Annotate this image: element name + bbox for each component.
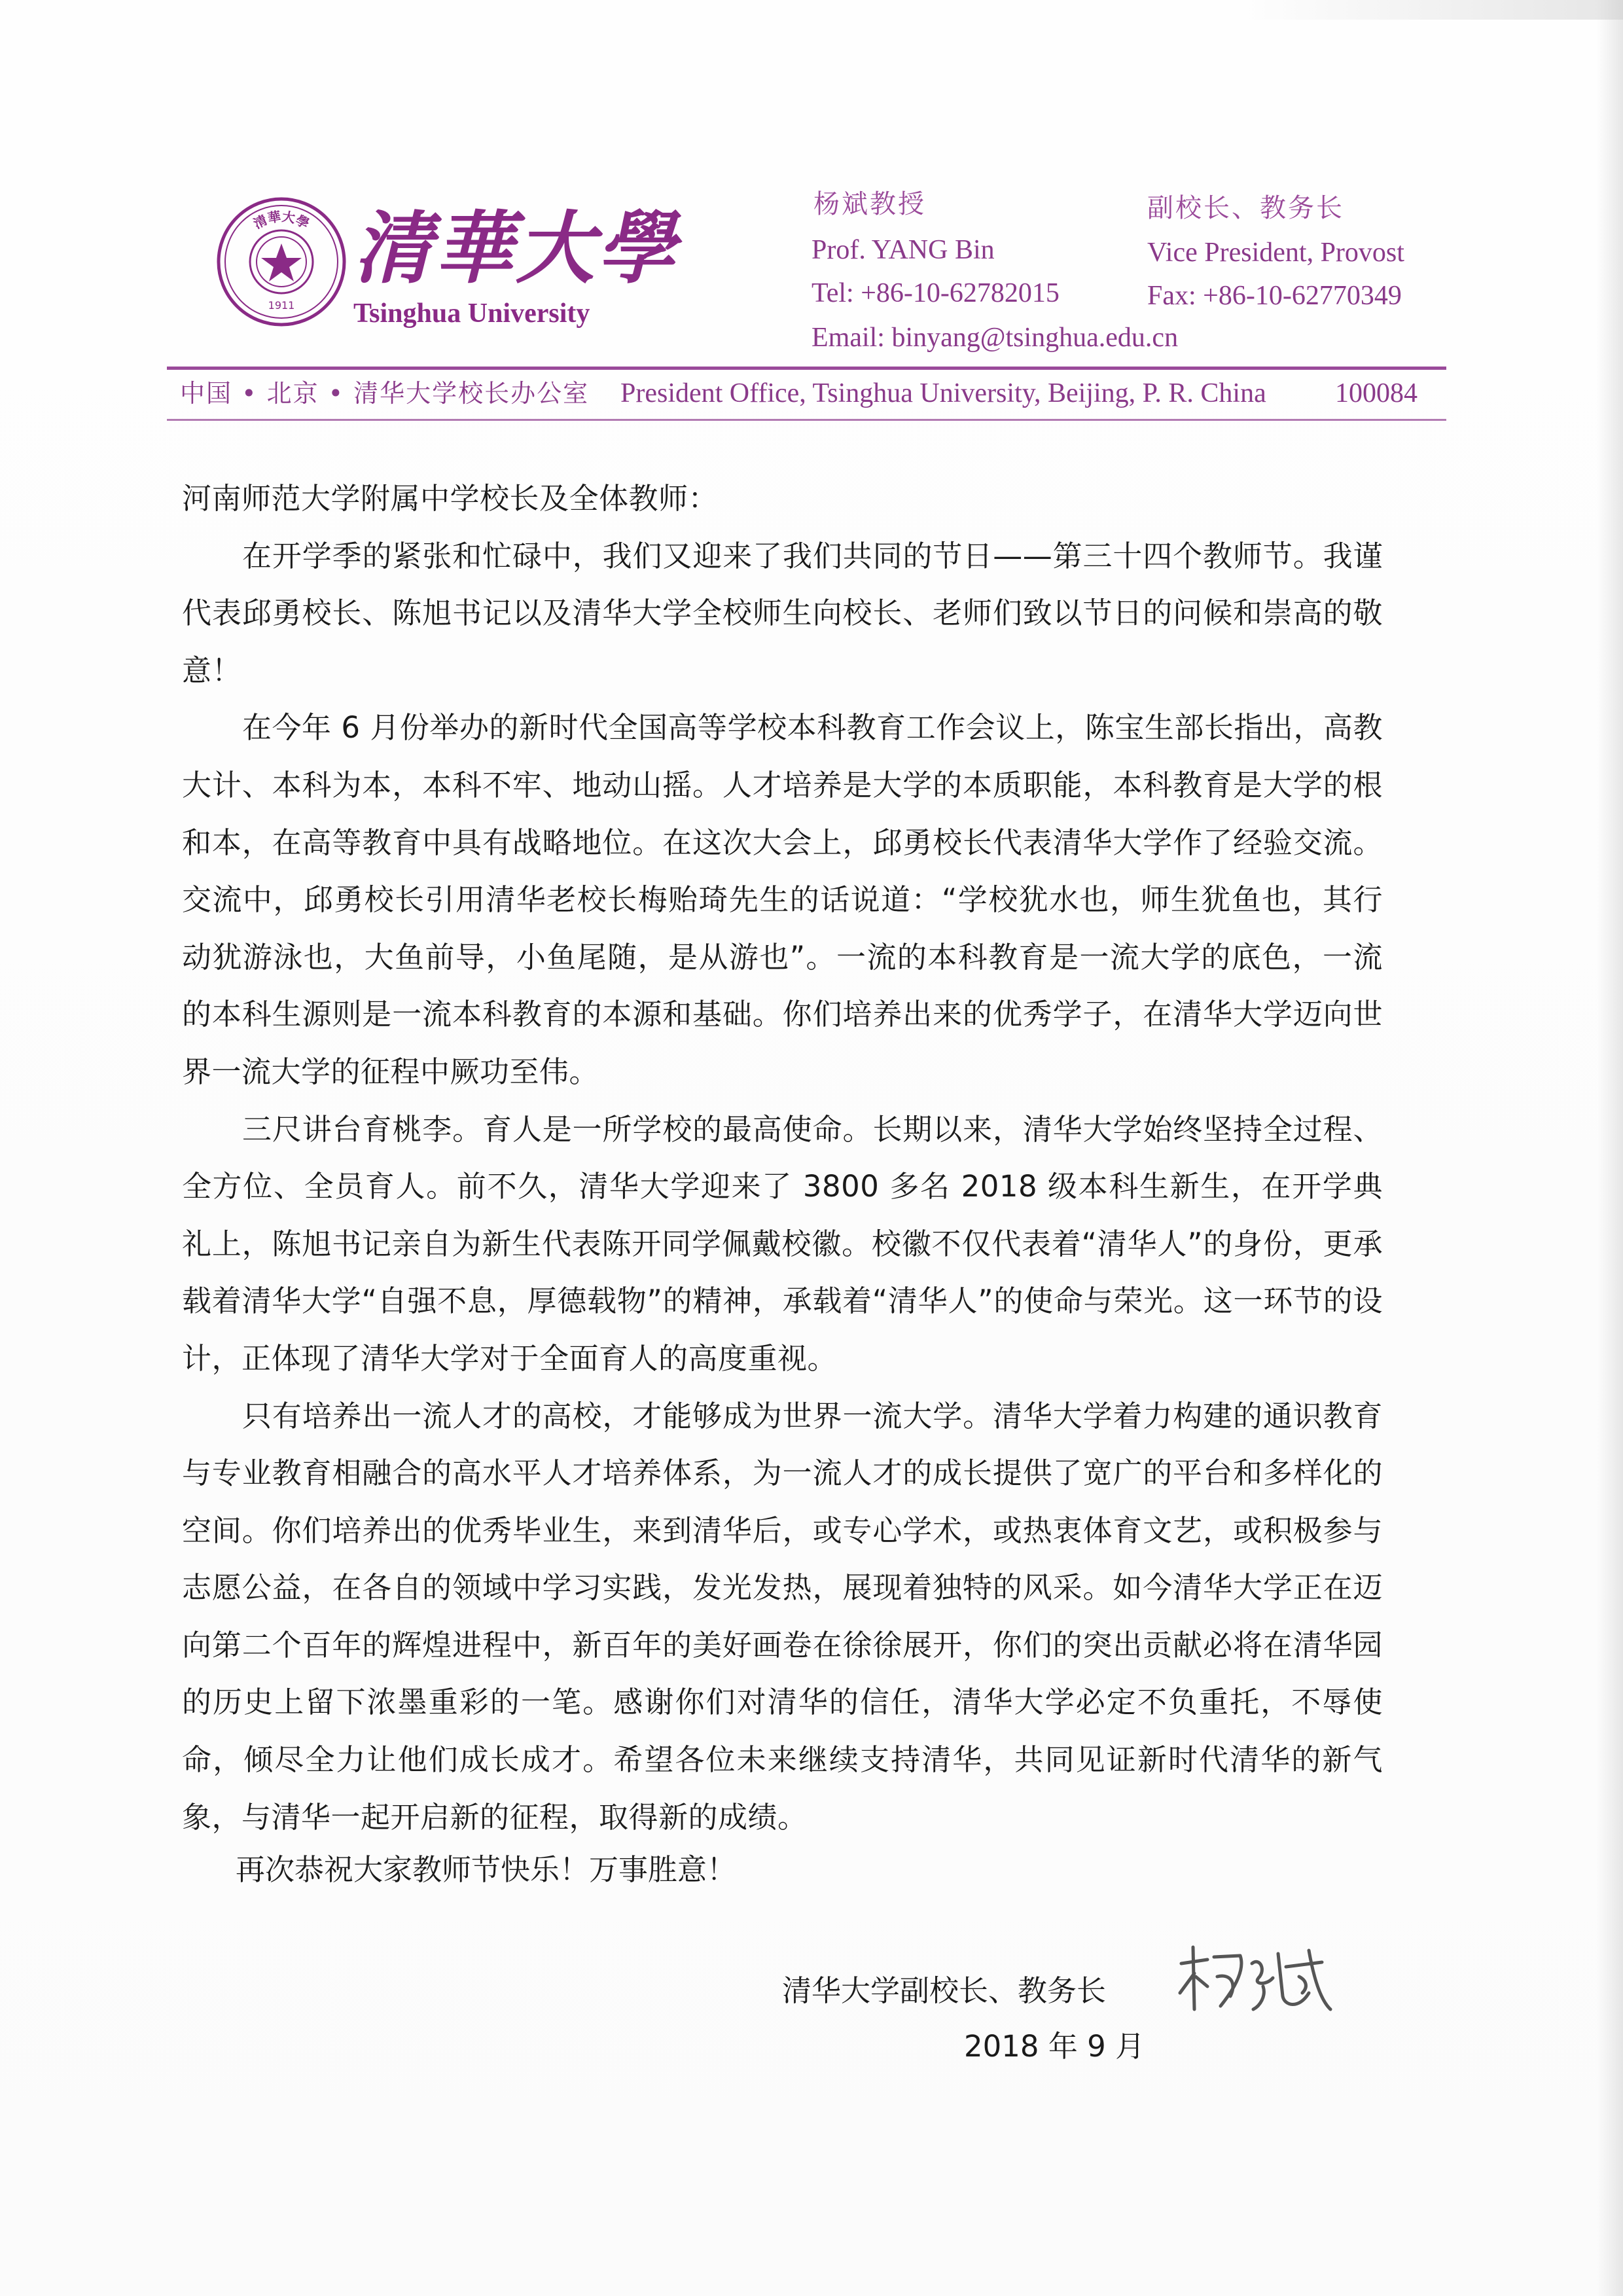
scan-edge-top (1243, 0, 1623, 20)
paragraph: 在今年 6 月份举办的新时代全国高等学校本科教育工作会议上，陈宝生部长指出，高教大计、本科为本，本科不牢、地动山摇。人才培养是大学的本质职能，本科教育是大学的根和本，在高等教育中具有战略地位。在这次大会上，邱勇校长代表清华大学作了经验交流。交流中，邱勇校长引用清华老校长梅贻琦先生的话说道：“学校犹水也，师生犹鱼也，其行动犹游泳也，大鱼前导，小鱼尾随，是从游也”。一流的本科教育是一流大学的底色，一流的本科生源则是一流本科教育的本源和基础。你们培养出来的优秀学子，在清华大学迈向世界一流大学的征程中厥功至伟。 (182, 710, 1383, 1089)
svg-text:1911: 1911 (268, 299, 295, 312)
paragraph: 只有培养出一流人才的高校，才能够成为世界一流大学。清华大学着力构建的通识教育与专业教育相融合的高水平人才培养体系，为一流人才的成长提供了宽广的平台和多样化的空间。你们培养出的优秀毕业生，来到清华后，或专心学术，或热衷体育文艺，或积极参与志愿公益，在各自的领域中学习实践，发光发热，展现着独特的风采。如今清华大学正在迈向第二个百年的辉煌进程中，新百年的美好画卷在徐徐展开，你们的突出贡献必将在清华园的历史上留下浓墨重彩的一笔。感谢你们对清华的信任，清华大学必定不负重托，不辱使命，倾尽全力让他们成长成才。希望各位未来继续支持清华，共同见证新时代清华的新气象，与清华一起开启新的征程，取得新的成绩。 (182, 1398, 1383, 1835)
closing-greeting: 再次恭祝大家教师节快乐！万事胜意！ (236, 1852, 737, 1887)
letterhead-rule-bottom (167, 419, 1446, 421)
paragraph: 三尺讲台育桃李。育人是一所学校的最高使命。长期以来，清华大学始终坚持全过程、全方位、全员育人。前不久，清华大学迎来了 3800 多名 2018 级本科生新生，在开学典礼上，陈旭书记亲自为新生代表陈开同学佩戴校徽。校徽不仅代表着“清华人”的身份，更承载着清华大学“自强不息，厚德载物”的精神，承载着“清华人”的使命与荣光。这一环节的设计，正体现了清华大学对于全面育人的高度重视。 (182, 1111, 1383, 1376)
telephone: Tel: +86-10-62782015 (812, 278, 1060, 308)
svg-text:清華大學: 清華大學 (251, 208, 312, 232)
paragraph: 在开学季的紧张和忙碌中，我们又迎来了我们共同的节日——第三十四个教师节。我谨代表邱勇校长、陈旭书记以及清华大学全校师生向校长、老师们致以节日的问候和崇高的敬意！ (182, 538, 1383, 688)
university-seal-icon (216, 196, 347, 327)
person-title-en: Vice President, Provost (1147, 238, 1404, 268)
email-address: Email: binyang@tsinghua.edu.cn (812, 323, 1179, 353)
letter-body (182, 470, 1383, 1846)
logo-chinese: 清華大學 (353, 202, 678, 295)
address-chinese: 中国 • 北京 • 清华大学校长办公室 (180, 379, 590, 408)
signature-title: 清华大学副校长、教务长 (782, 1973, 1107, 2008)
scan-edge (1597, 0, 1623, 2296)
person-title-cn: 副校长、教务长 (1147, 193, 1344, 223)
letter-date: 2018 年 9 月 (964, 2029, 1145, 2064)
fax-number: Fax: +86-10-62770349 (1147, 281, 1402, 311)
salutation: 河南师范大学附属中学校长及全体教师： (182, 481, 719, 516)
letterhead-rule-top (167, 367, 1446, 370)
person-name-cn: 杨斌教授 (813, 189, 926, 219)
handwritten-signature (1168, 1937, 1338, 2022)
logo-english: Tsinghua University (353, 298, 590, 329)
person-name-en: Prof. YANG Bin (812, 235, 995, 265)
address-english: President Office, Tsinghua University, Beijing, P. R. China (620, 378, 1266, 408)
postcode: 100084 (1335, 378, 1418, 408)
